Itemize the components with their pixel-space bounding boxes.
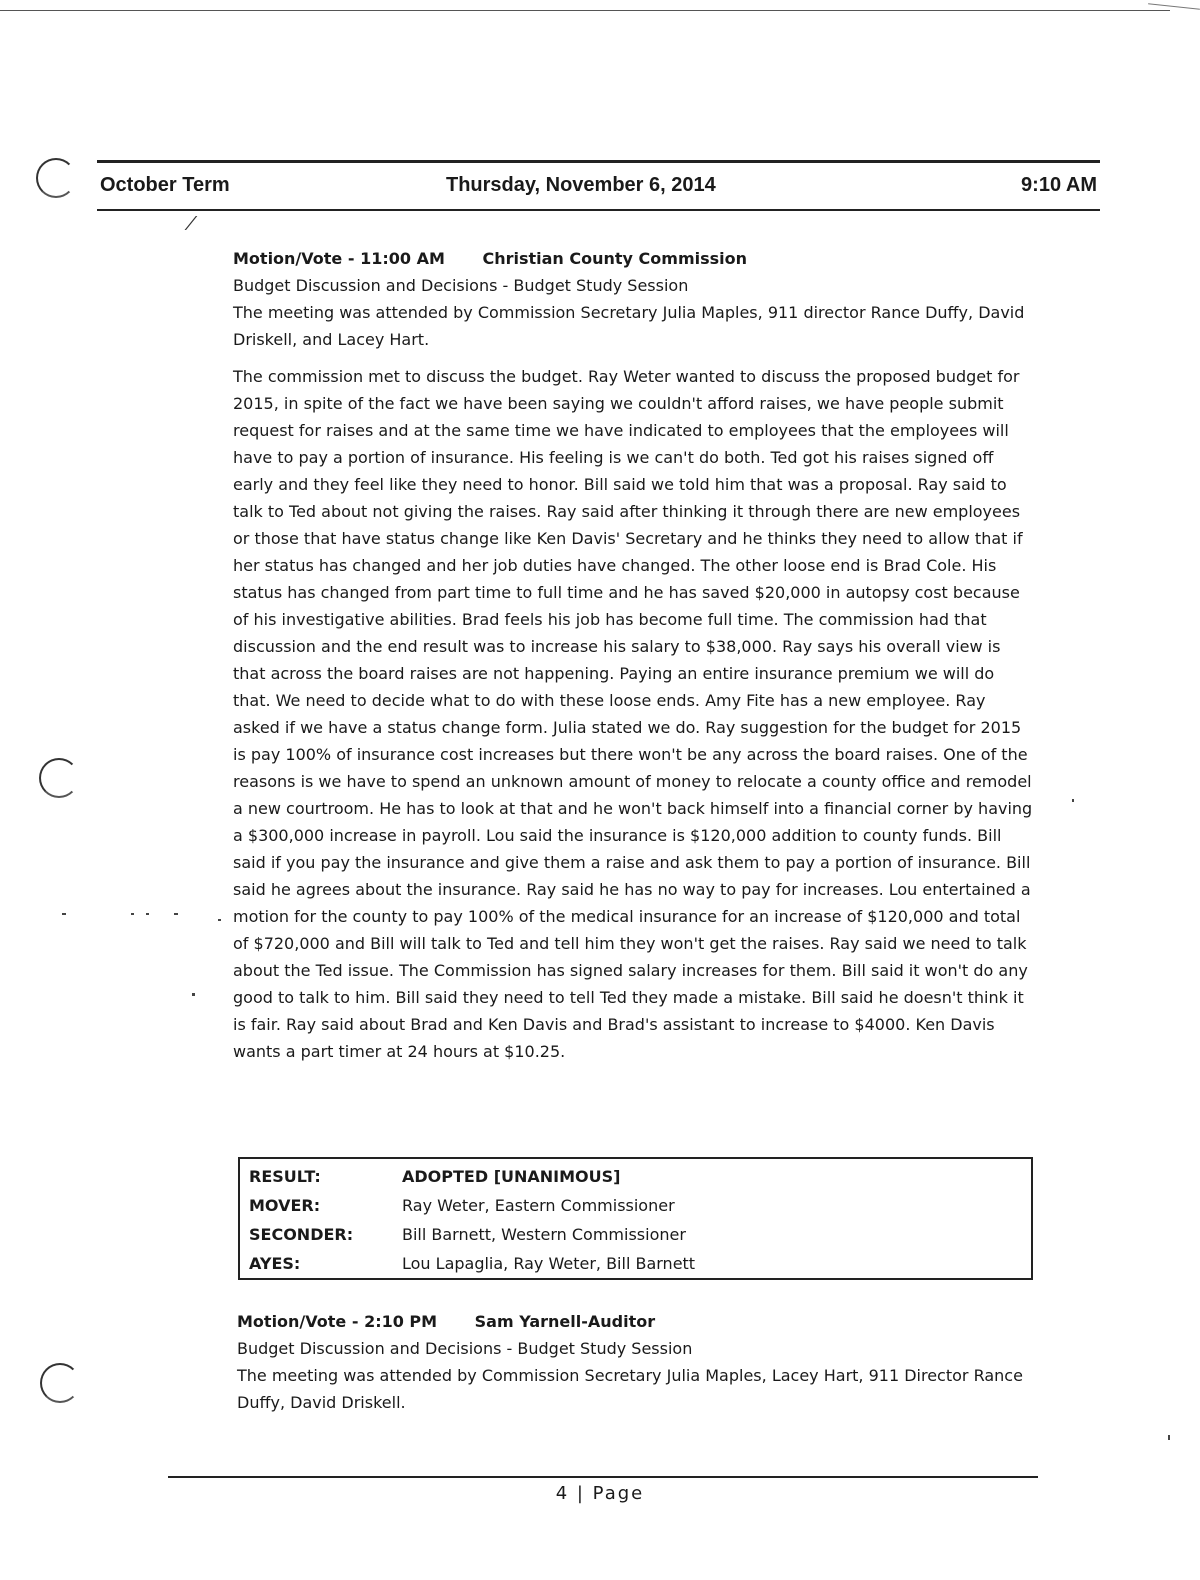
scan-edge-line: [0, 10, 1170, 11]
scan-speck: [131, 913, 134, 915]
page-number: 4 | Page: [555, 1483, 645, 1504]
scan-speck: [1072, 799, 1074, 802]
pen-mark: ⁄: [190, 213, 194, 235]
motion-label: Motion/Vote -: [233, 249, 355, 268]
scan-speck: [146, 913, 149, 915]
motion-topic: Sam Yarnell-Auditor: [474, 1312, 656, 1331]
page-header: [97, 160, 1100, 211]
ayes-label: AYES:: [249, 1254, 301, 1273]
result-value: ADOPTED [UNANIMOUS]: [402, 1167, 621, 1186]
motion-time: 11:00 AM: [360, 249, 445, 268]
result-label: RESULT:: [249, 1167, 321, 1186]
vote-result-box: [238, 1157, 1033, 1280]
seconder-label: SECONDER:: [249, 1225, 354, 1244]
attendance-text: The meeting was attended by Commission Secretary Julia Maples, 911 director Rance Duffy, David Driskell, and Lacey Hart.: [233, 303, 1025, 349]
scan-speck: [218, 919, 221, 921]
scan-speck: [192, 993, 195, 996]
motion-time: 2:10 PM: [364, 1312, 438, 1331]
motion-subtitle: Budget Discussion and Decisions - Budget Study Session: [233, 276, 689, 295]
seconder-value: Bill Barnett, Western Commissioner: [402, 1225, 686, 1244]
meeting-date: Thursday, November 6, 2014: [446, 174, 716, 196]
motion-heading: [233, 245, 1033, 272]
ayes-value: Lou Lapaglia, Ray Weter, Bill Barnett: [402, 1254, 696, 1273]
scan-speck: [62, 913, 66, 915]
term-label: October Term: [100, 174, 230, 196]
scan-speck: [1168, 1435, 1170, 1440]
minutes-body: The commission met to discuss the budget. Ray Weter wanted to discuss the proposed budget for 2015, in spite of the fact we have been saying we couldn't afford raises, we have people submit request for raises and at the same time we have indicated to employees that the employees will have to pay a portion of insurance. His feeling is we can't do both. Ted got his raises signed off early and they feel like they need to honor. Bill said we told him that was a proposal. Ray said to talk to Ted about not giving the raises. Ray said after thinking it through there are new employees or those that have status change like Ken Davis' Secretary and he thinks they need to allow that if her status has changed and her job duties have changed. The other loose end is Brad Cole. His status has changed from part time to full time and he has saved $20,000 in autopsy cost because of his investigative abilities. Brad feels his job has become full time. The commission had that discussion and the end result was to increase his salary to $38,000. Ray says his overall view is that across the board raises are not happening. Paying an entire insurance premium we will do that. We need to decide what to do with these loose ends. Amy Fite has a new employee. Ray asked if we have a status change form. Julia stated we do. Ray suggestion for the budget for 2015 is pay 100% of insurance cost increases but there won't be any across the board raises. One of the reasons is we have to spend an unknown amount of money to relocate a county office and remodel a new courtroom. He has to look at that and he won't back himself into a financial corner by having a $300,000 increase in payroll. Lou said the insurance is $120,000 addition to county funds. Bill said if you pay the insurance and give them a raise and ask them to pay a portion of insurance. Bill said he agrees about the insurance. Ray said he has no way to pay for increases. Lou entertained a motion for the county to pay 100% of the medical insurance for an increase of $120,000 and total of $720,000 and Bill will talk to Ted and tell him they won't get the raises. Ray said we need to talk about the Ted issue. The Commission has signed salary increases for them. Bill said it won't do any good to talk to him. Bill said they need to tell Ted they made a mistake. Bill said he doesn't think it is fair. Ray said about Brad and Ken Davis and Brad's assistant to increase to $4000. Ken Davis wants a part timer at 24 hours at $10.25.: [233, 367, 1033, 1061]
attendance-text: The meeting was attended by Commission Secretary Julia Maples, Lacey Hart, 911 Director Rance Duffy, David Driskell.: [237, 1366, 1023, 1412]
punch-hole-bottom: [40, 1363, 80, 1403]
motion-section-1: [233, 245, 1033, 1065]
motion-subtitle: Budget Discussion and Decisions - Budget Study Session: [237, 1339, 693, 1358]
mover-value: Ray Weter, Eastern Commissioner: [402, 1196, 675, 1215]
footer-rule: [168, 1476, 1038, 1478]
motion-topic: Christian County Commission: [482, 249, 748, 268]
motion-label: Motion/Vote -: [237, 1312, 359, 1331]
punch-hole-top: [36, 158, 76, 198]
motion-heading: [237, 1308, 1037, 1335]
motion-section-2: [237, 1308, 1037, 1416]
scan-edge-mark: [1148, 3, 1200, 9]
punch-hole-middle: [39, 758, 79, 798]
scan-speck: [174, 913, 178, 915]
meeting-time: 9:10 AM: [1021, 174, 1097, 196]
mover-label: MOVER:: [249, 1196, 321, 1215]
